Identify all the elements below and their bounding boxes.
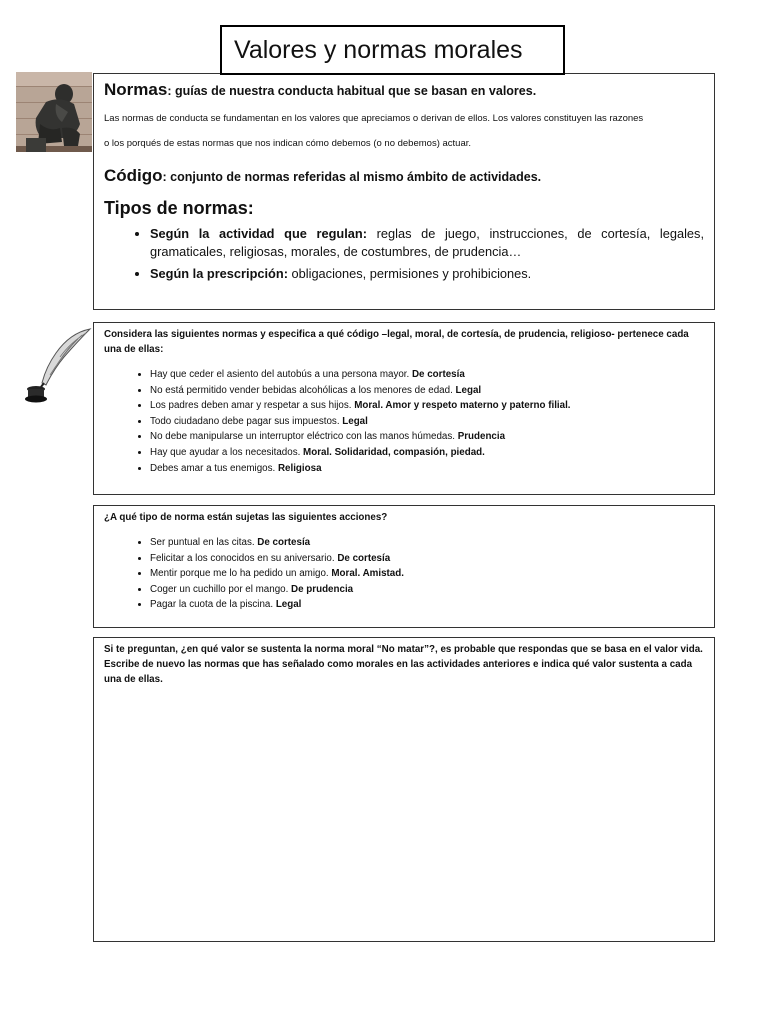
codes-exercise-intro: Considera las siguientes normas y especifica a qué código –legal, moral, de cortesía, de prudencia, religioso- pertenece cada una de ellas:: [104, 329, 689, 355]
normas-definition: [104, 80, 704, 100]
item-answer: Legal: [342, 415, 368, 427]
codes-exercise-box: [93, 322, 715, 495]
tipo-text: reglas de juego, instrucciones, de cortesía, legales, gramaticales, religiosas, morales, de costumbres, de prudencia…: [150, 226, 704, 259]
thinker-statue-icon: [16, 72, 92, 152]
normas-def: : guías de nuestra conducta habitual que se basan en valores.: [167, 84, 537, 98]
list-item: [150, 445, 704, 461]
item-text: Coger un cuchillo por el mango.: [150, 583, 292, 595]
normas-term: Normas: [104, 80, 168, 99]
codes-exercise-list: [104, 367, 704, 476]
item-answer: Moral. Solidaridad, compasión, piedad.: [303, 446, 485, 458]
values-exercise-intro: Si te preguntan, ¿en qué valor se sustenta la norma moral “No matar”?, es probable que respondas que se basa en el valor vida. Escribe de nuevo las normas que has señalado como morales en las actividades anteriores e indica qué valor sustenta a cada una de ellas.: [104, 644, 703, 685]
item-text: Mentir porque me lo ha pedido un amigo.: [150, 568, 332, 580]
page-title: Valores y normas morales: [220, 25, 565, 75]
item-text: Ser puntual en las citas.: [150, 537, 258, 548]
actions-exercise-list: [104, 535, 704, 613]
codigo-def: : conjunto de normas referidas al mismo ámbito de actividades.: [162, 170, 542, 184]
list-item: [150, 551, 704, 567]
item-answer: De prudencia: [291, 583, 354, 595]
list-item: [150, 398, 704, 414]
list-item: [150, 225, 704, 261]
codigo-term: Código: [104, 166, 163, 185]
item-answer: Prudencia: [457, 431, 506, 443]
item-text: Hay que ceder el asiento del autobús a una persona mayor.: [150, 369, 412, 380]
list-item: [150, 367, 704, 383]
item-text: Pagar la cuota de la piscina.: [150, 599, 276, 611]
tipo-label: Según la actividad que regulan:: [150, 226, 367, 241]
list-item: [150, 265, 704, 283]
list-item: [150, 383, 704, 399]
item-text: Felicitar a los conocidos en su aniversario.: [150, 552, 338, 564]
item-answer: Religiosa: [277, 462, 322, 474]
list-item: [150, 461, 704, 477]
definitions-box: [93, 73, 715, 310]
item-answer: Moral. Amor y respeto materno y paterno filial.: [354, 400, 571, 412]
normas-paragraph-2: o los porqués de estas normas que nos indican cómo debemos (o no debemos) actuar.: [104, 138, 472, 149]
codigo-definition: [104, 166, 704, 186]
list-item: [150, 414, 704, 430]
item-answer: De cortesía: [337, 552, 391, 564]
actions-exercise-intro: ¿A qué tipo de norma están sujetas las siguientes acciones?: [104, 512, 388, 523]
item-text: No está permitido vender bebidas alcohólicas a los menores de edad.: [150, 384, 456, 396]
list-item: [150, 429, 704, 445]
list-item: [150, 566, 704, 582]
actions-exercise-box: [93, 505, 715, 628]
list-item: [150, 582, 704, 598]
list-item: [150, 535, 704, 551]
item-answer: Moral. Amistad.: [331, 568, 404, 580]
normas-paragraph-1: Las normas de conducta se fundamentan en los valores que apreciamos o derivan de ellos. Los valores constituyen las razones: [104, 113, 644, 124]
tipo-label: Según la prescripción:: [150, 266, 288, 281]
quill-inkwell-icon: [20, 325, 92, 405]
item-answer: Legal: [455, 384, 482, 396]
item-text: Hay que ayudar a los necesitados.: [150, 446, 304, 458]
values-exercise-box[interactable]: [93, 637, 715, 942]
list-item: [150, 597, 704, 613]
item-answer: De cortesía: [411, 369, 465, 380]
item-text: Todo ciudadano debe pagar sus impuestos.: [150, 415, 343, 427]
tipos-heading: Tipos de normas:: [104, 198, 254, 218]
item-answer: De cortesía: [257, 537, 311, 548]
item-text: Debes amar a tus enemigos.: [150, 462, 278, 474]
tipo-text: obligaciones, permisiones y prohibiciones.: [287, 266, 532, 281]
item-text: Los padres deben amar y respetar a sus hijos.: [150, 400, 355, 412]
item-answer: Legal: [275, 599, 302, 611]
item-text: No debe manipularse un interruptor eléctrico con las manos húmedas.: [150, 431, 458, 443]
tipos-list: [104, 225, 704, 283]
